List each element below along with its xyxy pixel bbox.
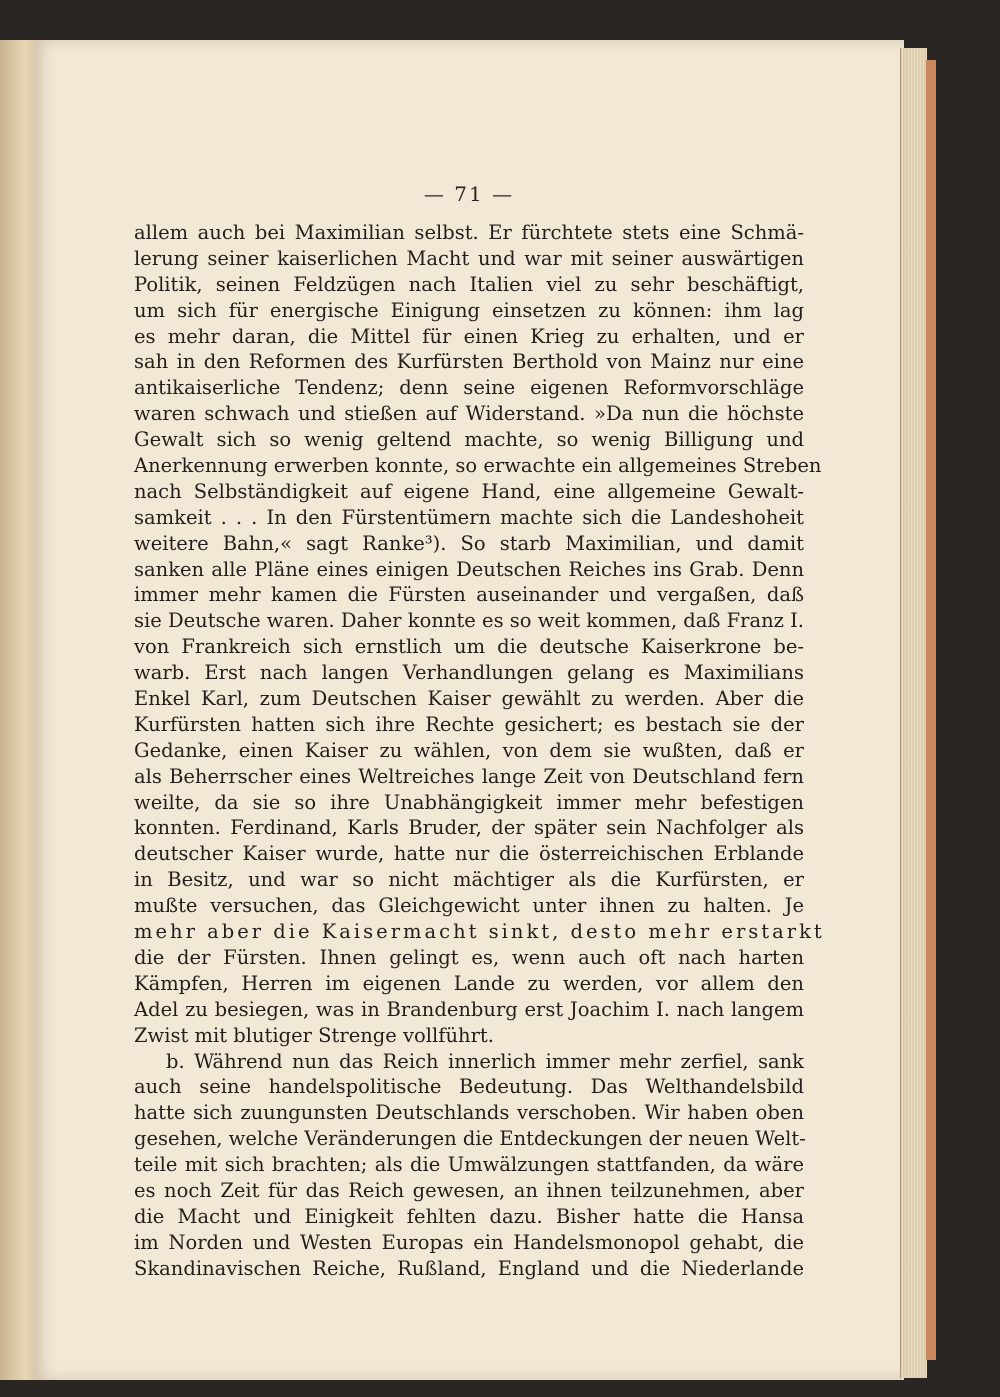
text-line: es noch Zeit für das Reich gewesen, an ihnen teilzunehmen, aber <box>134 1178 804 1202</box>
text-line: deutscher Kaiser wurde, hatte nur die österreichischen Erblande <box>134 842 804 866</box>
text-line: von Frankreich sich ernstlich um die deutsche Kaiserkrone be- <box>134 635 804 659</box>
text-line: auch seine handelspolitische Bedeutung. Das Welthandelsbild <box>134 1075 804 1099</box>
text-line: Kurfürsten hatten sich ihre Rechte gesichert; es bestach sie der <box>134 712 804 736</box>
text-line: immer mehr kamen die Fürsten auseinander und vergaßen, daß <box>134 583 804 607</box>
text-line: Anerkennung erwerben konnte, so erwachte ein allgemeines Streben <box>134 454 822 478</box>
text-line: die Macht und Einigkeit fehlten dazu. Bisher hatte die Hansa <box>134 1204 804 1228</box>
text-line: die der Fürsten. Ihnen gelingt es, wenn auch oft nach harten <box>134 945 804 969</box>
text-line: gesehen, welche Veränderungen die Entdeckungen der neuen Welt- <box>134 1127 806 1151</box>
text-line: hatte sich zuungunsten Deutschlands verschoben. Wir haben oben <box>134 1101 804 1125</box>
text-line: Skandinavischen Reiche, Rußland, England und die Niederlande <box>134 1256 804 1280</box>
text-line: allem auch bei Maximilian selbst. Er fürchtete stets eine Schmä- <box>134 221 804 244</box>
text-line: mußte versuchen, das Gleichgewicht unter ihnen zu halten. Je <box>134 894 804 918</box>
book-page <box>34 40 904 1380</box>
page-number: — 71 — <box>423 182 515 206</box>
text-line: antikaiserliche Tendenz; denn seine eigenen Reformvorschläge <box>134 376 804 400</box>
text-line: mehr aber die Kaisermacht sinkt, desto mehr erstarkt <box>134 920 825 944</box>
text-line: es mehr daran, die Mittel für einen Krieg zu erhalten, und er <box>134 324 804 348</box>
text-line: Politik, seinen Feldzügen nach Italien viel zu sehr beschäftigt, <box>134 272 804 296</box>
text-line: warb. Erst nach langen Verhandlungen gelang es Maximilians <box>134 661 804 685</box>
text-line: nach Selbständigkeit auf eigene Hand, eine allgemeine Gewalt- <box>134 479 804 503</box>
text-line: samkeit . . . In den Fürstentümern machte sich die Landeshoheit <box>134 505 804 529</box>
text-line: weitere Bahn,« sagt Ranke³). So starb Maximilian, und damit <box>134 531 804 555</box>
text-line: Adel zu besiegen, was in Brandenburg erst Joachim I. nach langem <box>134 997 804 1021</box>
text-line: Gedanke, einen Kaiser zu wählen, von dem sie wußten, daß er <box>134 738 804 762</box>
text-line: Enkel Karl, zum Deutschen Kaiser gewählt zu werden. Aber die <box>134 687 804 711</box>
text-line: als Beherrscher eines Weltreiches lange Zeit von Deutschland fern <box>134 764 804 788</box>
text-line: Kämpfen, Herren im eigenen Lande zu werden, vor allem den <box>134 971 804 995</box>
text-line: Zwist mit blutiger Strenge vollführt. <box>134 1023 494 1047</box>
text-line: konnten. Ferdinand, Karls Bruder, der später sein Nachfolger als <box>134 816 804 840</box>
page-stack-edge <box>900 48 927 1378</box>
text-line: teile mit sich brachten; als die Umwälzungen stattfanden, da wäre <box>134 1153 804 1177</box>
text-line: Gewalt sich so wenig geltend machte, so wenig Billigung und <box>134 428 804 452</box>
book-cover-edge <box>926 60 936 1360</box>
body-text <box>134 220 825 1282</box>
text-line: sah in den Reformen des Kurfürsten Berthold von Mainz nur eine <box>134 350 804 374</box>
text-line: weilte, da sie so ihre Unabhängigkeit immer mehr befestigen <box>134 790 804 814</box>
text-line: b. Während nun das Reich innerlich immer mehr zerfiel, sank <box>166 1049 804 1073</box>
text-line: in Besitz, und war so nicht mächtiger als die Kurfürsten, er <box>134 868 804 892</box>
text-line: sanken alle Pläne eines einigen Deutschen Reiches ins Grab. Denn <box>134 557 804 581</box>
text-line: lerung seiner kaiserlichen Macht und war mit seiner auswärtigen <box>134 246 804 270</box>
text-line: waren schwach und stießen auf Widerstand. »Da nun die höchste <box>134 402 804 426</box>
text-line: um sich für energische Einigung einsetzen zu können: ihm lag <box>134 298 804 322</box>
text-line: sie Deutsche waren. Daher konnte es so weit kommen, daß Franz I. <box>134 609 805 633</box>
text-line: im Norden und Westen Europas ein Handelsmonopol gehabt, die <box>134 1230 804 1254</box>
